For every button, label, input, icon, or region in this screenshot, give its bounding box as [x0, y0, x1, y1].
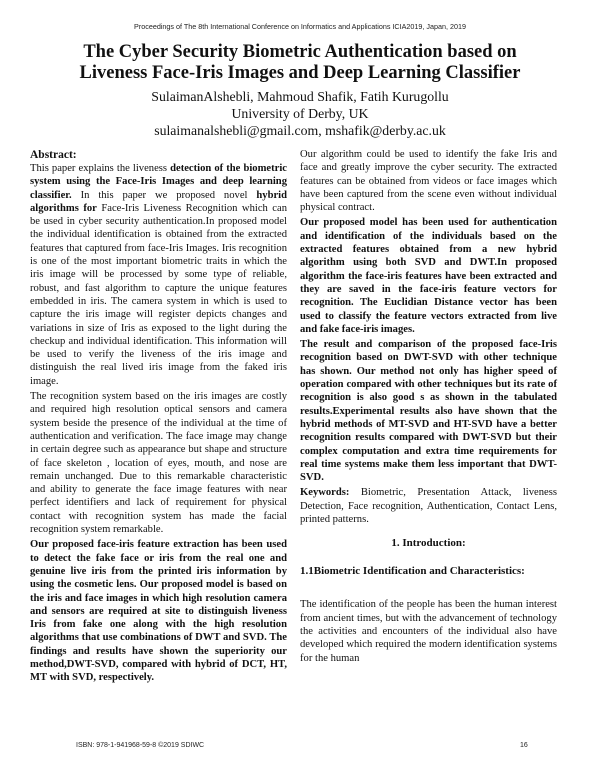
keywords-text: Biometric, Presentation Attack, liveness Detection, Face recognition, Authentication, Contact Lens, printed patterns. [300, 487, 557, 526]
author-block [30, 88, 570, 139]
abstract-p1-post: Face-Iris Liveness Recognition which can be used in cyber security authentication.In proposed model the individual identification is obtained from the extracted features that captured from face-Iris Images. Iris recognition is one of the most important biometric traits in which the iris image will be processed by some type of reliable, robust, and fast algorithm to capture the unique features embedded in iris. The camera system in which is used to capture the iris image will register depicts changes and variations in size of Iris as exposed to the light during the checkup and individual identification. This information will be used to verify the liveness of the iris image and distinguish the real lived iris image from the faked iris image. [30, 202, 288, 387]
page-number: 16 [520, 742, 528, 749]
author-emails: sulaimanalshebli@gmail.com, mshafik@derby.ac.uk [154, 123, 446, 138]
abstract-paragraph-1 [30, 162, 287, 388]
running-header: Proceedings of The 8th International Conference on Informatics and Applications ICIA2019, Japan, 2019 [134, 22, 466, 31]
paper-title [30, 42, 570, 84]
keywords-heading: Keywords: [300, 487, 350, 499]
section-1-heading: 1. Introduction: [391, 537, 466, 550]
abstract-paragraph-2: The recognition system based on the iris images are costly and required high resolution optical sensors and camera system beside the presence of the individual at the time of authentication and verification. The face image may change in certain degree such as appearance but shape and structure of face skeleton , location of eyes, mouth, and nose are remain unchanged. Due to this remarkable characteristic and ability to generate the face image features with near perfect identifiers and lack of requirement for physical contact with recognition system has made the facial recognition system remarkable. [30, 391, 287, 536]
title-line-2: Liveness Face-Iris Images and Deep Learning Classifier [79, 63, 521, 83]
abstract-p1-bold-1: detection of the biometric system using the Face-Iris Images and deep learning classifier. [30, 163, 287, 201]
abstract-p1-pre: This paper explains the liveness [30, 163, 171, 174]
abstract-paragraph-5: Our proposed model has been used for authentication and identification of the individuals based on the extracted features obtained from a new hybrid algorithm using both SVD and DWT.In proposed algorithm the face-iris features have been extracted and they are saved in the face-iris feature vectors for recognition. The Euclidian Distance vector has been used to classify the feature vectors extracted from live and fake face-iris images. [300, 217, 557, 335]
abstract-p1-mid: In this paper we proposed novel [71, 189, 257, 201]
abstract-paragraph-4: Our algorithm could be used to identify the fake Iris and face and greatly improve the cyber security. The extracted features can be obtained from videos or face images which have been captured from the scene even without individual physical contract. [300, 149, 557, 214]
abstract-paragraph-3: Our proposed face-iris feature extraction has been used to detect the fake face or iris from the real one and genuine live iris from the printed iris information by using the cosmetic lens. Our proposed model is based on the iris and face images in which high resolution camera and sensors are required at site to distinguish liveness Iris from fake one along with the high resolution algorithms that use combinations of DWT and SVD. The findings and results have shown the superiority our method,DWT-SVD, compared with hybrid of DCT, HT, MT with SVD, respectively. [30, 539, 287, 684]
left-column [30, 148, 287, 687]
footer-isbn: ISBN: 978-1-941968-59-8 ©2019 SDIWC [76, 742, 205, 749]
intro-paragraph-1: The identification of the people has been the human interest from ancient times, but with the advancement of technology the activities and encounters of the individual also have developed which required the modern identification systems for the human [300, 599, 557, 664]
abstract-heading: Abstract: [30, 149, 77, 161]
author-names: SulaimanAlshebli, Mahmoud Shafik, Fatih Kurugollu [151, 89, 449, 104]
author-affiliation: University of Derby, UK [231, 106, 369, 121]
title-line-1: The Cyber Security Biometric Authentication based on [83, 42, 517, 62]
keywords-paragraph [300, 486, 557, 526]
abstract-paragraph-6: The result and comparison of the proposed face-Iris recognition based on DWT-SVD with other technique has shown. Our method not only has higher speed of operation compared with other techniques but its rate of recognition is also good s as shown in the tabulated results.Experimental results also have shown that the hybrid methods of MT-SVD and HT-SVD have a better recognition results compared with DWT-SVD but their complex computation and extra time requirements for real time systems make them less important that DWT-SVD. [300, 339, 557, 484]
abstract-p1-bold-2: hybrid algorithms for [30, 189, 287, 214]
right-column [300, 148, 557, 667]
section-1-1-heading: 1.1Biometric Identification and Characteristics: [300, 565, 525, 578]
